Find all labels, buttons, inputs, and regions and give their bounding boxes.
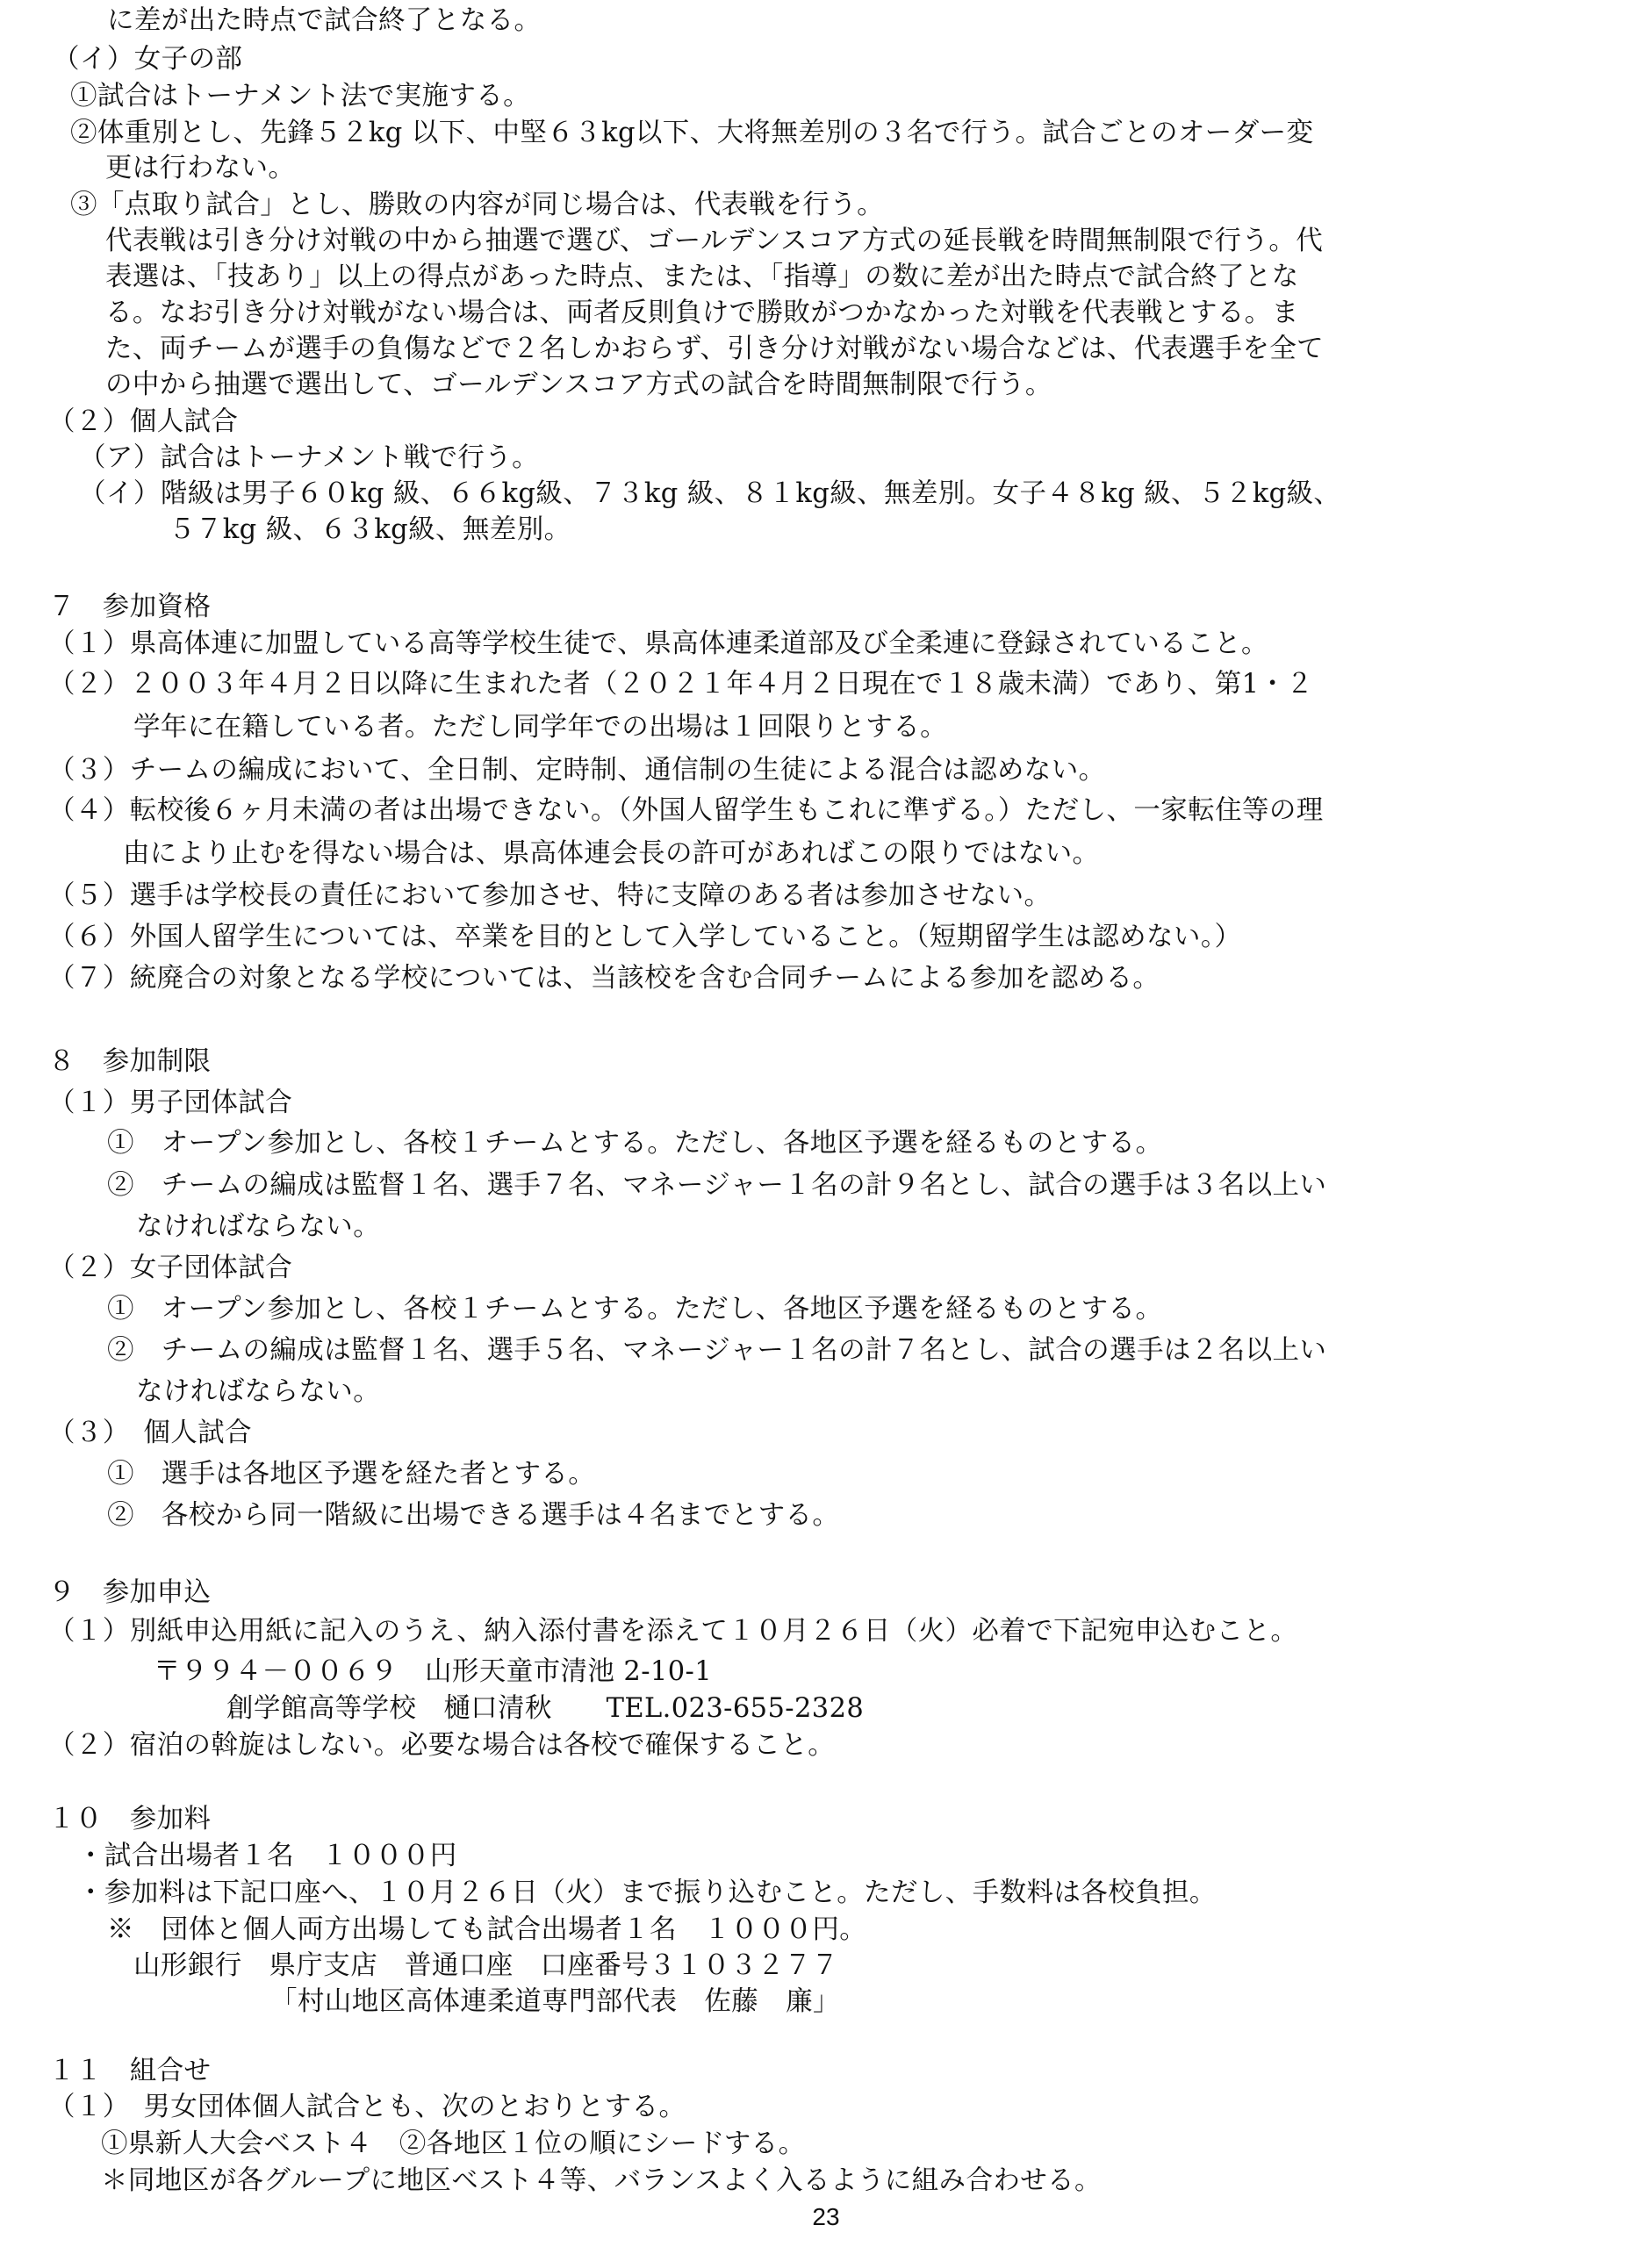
list-item: ① オープン参加とし、各校１チームとする。ただし、各地区予選を経るものとする。: [107, 1294, 1163, 1325]
list-item: ①県新人大会ベスト４ ②各地区１位の順にシードする。: [101, 2129, 806, 2159]
list-item: （５）選手は学校長の責任において参加させ、特に支障のある者は参加させない。: [48, 880, 1052, 911]
section-heading: （２）個人試合: [48, 406, 239, 437]
note-line: ※ 団体と個人両方出場しても試合出場者１名 １０００円。: [107, 1914, 867, 1945]
subsection-heading: （１）男子団体試合: [48, 1088, 293, 1118]
bank-account-line: 山形銀行 県庁支店 普通口座 口座番号３１０３２７７: [133, 1950, 839, 1981]
text-line: ５７kg 級、６３kg級、無差別。: [169, 514, 571, 545]
text-line: 由により止むを得ない場合は、県高体連会長の許可があればこの限りではない。: [123, 838, 1100, 869]
text-line: 更は行わない。: [105, 153, 296, 183]
list-item: （イ）階級は男子６０kg 級、６６kg級、７３kg 級、８１kg級、無差別。女子４８kg 級、５２kg級、: [79, 478, 1341, 509]
account-holder-line: 「村山地区高体連柔道専門部代表 佐藤 廉」: [270, 1986, 840, 2017]
list-item: ② チームの編成は監督１名、選手７名、マネージャー１名の計９名とし、試合の選手は３名以上い: [107, 1170, 1327, 1201]
list-item: ③「点取り試合」とし、勝敗の内容が同じ場合は、代表戦を行う。: [70, 190, 884, 220]
list-item: （１）県高体連に加盟している高等学校生徒で、県高体連柔道部及び全柔連に登録されていること。: [48, 628, 1268, 659]
text-line: た、両チームが選手の負傷などで２名しかおらず、引き分け対戦がない場合などは、代表選手を全て: [105, 334, 1325, 364]
list-item: ① 選手は各地区予選を経た者とする。: [107, 1459, 596, 1490]
text-line: る。なお引き分け対戦がない場合は、両者反則負けで勝敗がつかなかった対戦を代表戦とする。ま: [105, 298, 1299, 328]
list-item: ・参加料は下記口座へ、１０月２６日（火）まで振り込むこと。ただし、手数料は各校負担。: [77, 1877, 1217, 1908]
list-item: （ア）試合はトーナメント戦で行う。: [79, 442, 540, 473]
list-item: ② 各校から同一階級に出場できる選手は４名までとする。: [107, 1500, 840, 1531]
list-item: ② チームの編成は監督１名、選手５名、マネージャー１名の計７名とし、試合の選手は２名以上い: [107, 1335, 1327, 1366]
subsection-heading: （３） 個人試合: [48, 1418, 252, 1448]
note-line: ＊同地区が各グループに地区ベスト４等、バランスよく入るように組み合わせる。: [101, 2165, 1102, 2196]
section-heading: （イ）女子の部: [53, 44, 243, 75]
list-item: （２）宿泊の斡旋はしない。必要な場合は各校で確保すること。: [48, 1730, 836, 1761]
page-number: 23: [812, 2203, 840, 2230]
text-line: なければならない。: [136, 1211, 381, 1242]
list-item: （６）外国人留学生については、卒業を目的として入学していること。（短期留学生は認めない。）: [48, 922, 1242, 952]
section-heading: ９ 参加申込: [48, 1577, 212, 1608]
text-line: 表選は、「技あり」以上の得点があった時点、または、「指導」の数に差が出た時点で試合終了とな: [105, 262, 1299, 292]
address-line: 〒９９４－００６９ 山形天童市清池 2-10-1: [154, 1656, 713, 1687]
section-heading: １０ 参加料: [48, 1804, 212, 1834]
list-item: （１） 男女団体個人試合とも、次のとおりとする。: [48, 2092, 686, 2122]
section-heading: ７ 参加資格: [48, 592, 212, 622]
list-item: ②体重別とし、先鋒５２kg 以下、中堅６３kg以下、大将無差別の３名で行う。試合ごとのオーダー変: [70, 118, 1314, 148]
list-item: （４）転校後６ヶ月未満の者は出場できない。（外国人留学生もこれに準ずる。）ただし、一家転住等の理: [48, 795, 1324, 826]
list-item: ・試合出場者１名 １０００円: [77, 1841, 457, 1871]
subsection-heading: （２）女子団体試合: [48, 1253, 293, 1283]
list-item: （１）別紙申込用紙に記入のうえ、納入添付書を添えて１０月２６日（火）必着で下記宛申込むこと。: [48, 1616, 1298, 1647]
list-item: ①試合はトーナメント法で実施する。: [70, 81, 531, 111]
contact-line: 創学館高等学校 樋口清秋 TEL.023-655-2328: [226, 1693, 865, 1724]
section-heading: １１ 組合せ: [48, 2056, 212, 2086]
list-item: （２）２００３年４月２日以降に生まれた者（２０２１年４月２日現在で１８歳未満）であり、第1・２: [48, 669, 1314, 700]
text-line: に差が出た時点で試合終了となる。: [107, 5, 542, 36]
text-line: なければならない。: [136, 1376, 381, 1407]
list-item: （７）統廃合の対象となる学校については、当該校を含む合同チームによる参加を認める。: [48, 963, 1160, 994]
text-line: の中から抽選で選出して、ゴールデンスコア方式の試合を時間無制限で行う。: [105, 370, 1052, 400]
list-item: （３）チームの編成において、全日制、定時制、通信制の生徒による混合は認めない。: [48, 755, 1106, 786]
list-item: ① オープン参加とし、各校１チームとする。ただし、各地区予選を経るものとする。: [107, 1128, 1163, 1159]
text-line: 学年に在籍している者。ただし同学年での出場は１回限りとする。: [133, 712, 947, 743]
text-line: 代表戦は引き分け対戦の中から抽選で選び、ゴールデンスコア方式の延長戦を時間無制限で行う。代: [105, 226, 1324, 256]
section-heading: ８ 参加制限: [48, 1046, 212, 1077]
